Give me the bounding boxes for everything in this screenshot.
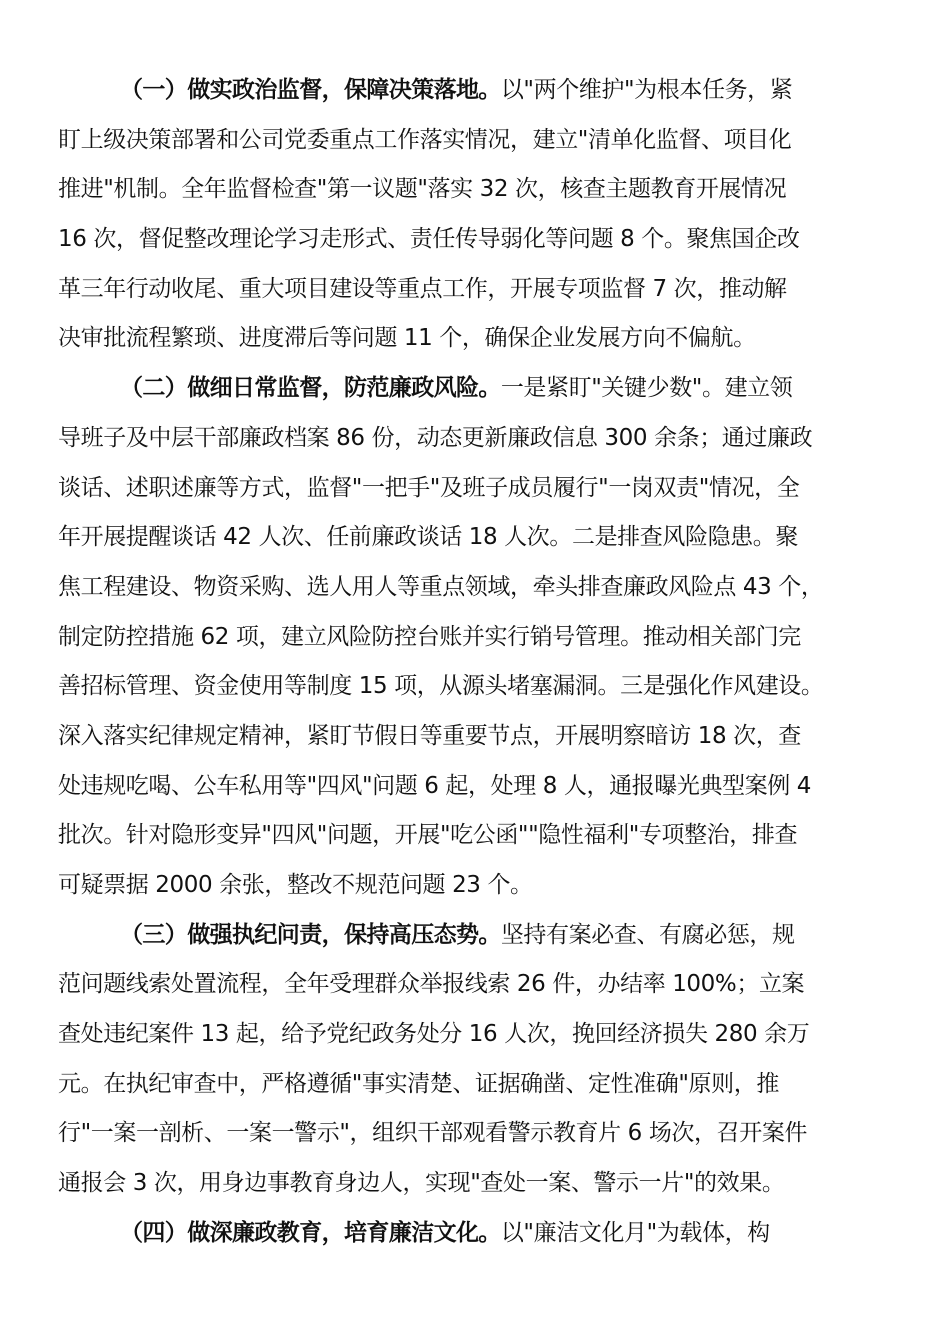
paragraph-line: 导班子及中层干部廉政档案 86 份，动态更新廉政信息 300 余条；通过廉政 [58, 424, 813, 451]
paragraph-line: 处违规吃喝、公车私用等"四风"问题 6 起，处理 8 人，通报曝光典型案例 4 [58, 772, 812, 799]
paragraph-line: 焦工程建设、物资采购、选人用人等重点领域，牵头排查廉政风险点 43 个， [58, 573, 824, 600]
document-page [58, 66, 908, 1259]
paragraph-line: 批次。针对隐形变异"四风"问题，开展"吃公函""隐性福利"专项整治，排查 [58, 822, 798, 849]
section-political-supervision [58, 66, 908, 364]
section-heading: （三）做强执纪问责，保持高压态势。 [120, 921, 501, 948]
section-integrity-education [58, 1209, 908, 1259]
body-text: 以"两个维护"为根本任务，紧 [500, 77, 793, 103]
paragraph-line [58, 66, 908, 116]
section-heading: （二）做细日常监督，防范廉政风险。 [120, 375, 501, 402]
paragraph-line: 谈话、述职述廉等方式，监督"一把手"及班子成员履行"一岗双责"情况，全 [58, 474, 800, 501]
paragraph-line: 查处违纪案件 13 起，给予党纪政务处分 16 人次，挽回经济损失 280 余万 [58, 1021, 810, 1048]
paragraph-line: 善招标管理、资金使用等制度 15 项，从源头堵塞漏洞。三是强化作风建设。 [58, 673, 824, 700]
paragraph-line: 推进"机制。全年监督检查"第一议题"落实 32 次，核查主题教育开展情况 [58, 176, 787, 203]
section-discipline-enforcement [58, 911, 908, 1209]
paragraph-line [58, 1209, 908, 1259]
body-text: 以"廉洁文化月"为载体，构 [500, 1219, 770, 1246]
paragraph-line: 年开展提醒谈话 42 人次、任前廉政谈话 18 人次。二是排查风险隐患。聚 [58, 524, 798, 551]
section-heading: （一）做实政治监督，保障决策落地。 [120, 77, 501, 103]
paragraph-line: 深入落实纪律规定精神，紧盯节假日等重要节点，开展明察暗访 18 次，查 [58, 722, 801, 749]
section-heading: （四）做深廉政教育，培育廉洁文化。 [120, 1219, 501, 1246]
body-text: 一是紧盯"关键少数"。建立领 [500, 375, 793, 402]
paragraph-line: 通报会 3 次，用身边事教育身边人，实现"查处一案、警示一片"的效果。 [58, 1170, 785, 1197]
paragraph-line: 盯上级决策部署和公司党委重点工作落实情况，建立"清单化监督、项目化 [58, 126, 792, 153]
paragraph-line: 16 次，督促整改理论学习走形式、责任传导弱化等问题 8 个。聚焦国企改 [58, 226, 800, 253]
paragraph-line: 制定防控措施 62 项，建立风险防控台账并实行销号管理。推动相关部门完 [58, 623, 801, 650]
paragraph-line: 元。在执纪审查中，严格遵循"事实清楚、证据确凿、定性准确"原则，推 [58, 1070, 779, 1097]
body-text: 坚持有案必查、有腐必惩，规 [500, 921, 795, 948]
paragraph-line [58, 911, 908, 961]
section-daily-supervision [58, 364, 908, 911]
paragraph-line [58, 364, 908, 414]
paragraph-line: 行"一案一剖析、一案一警示"，组织干部观看警示教育片 6 场次，召开案件 [58, 1120, 808, 1147]
paragraph-line: 范问题线索处置流程，全年受理群众举报线索 26 件，办结率 100%；立案 [58, 971, 805, 998]
paragraph-line: 可疑票据 2000 余张，整改不规范问题 23 个。 [58, 872, 533, 898]
paragraph-line: 革三年行动收尾、重大项目建设等重点工作，开展专项监督 7 次，推动解 [58, 275, 787, 302]
paragraph-line: 决审批流程繁琐、进度滞后等问题 11 个，确保企业发展方向不偏航。 [58, 325, 756, 352]
